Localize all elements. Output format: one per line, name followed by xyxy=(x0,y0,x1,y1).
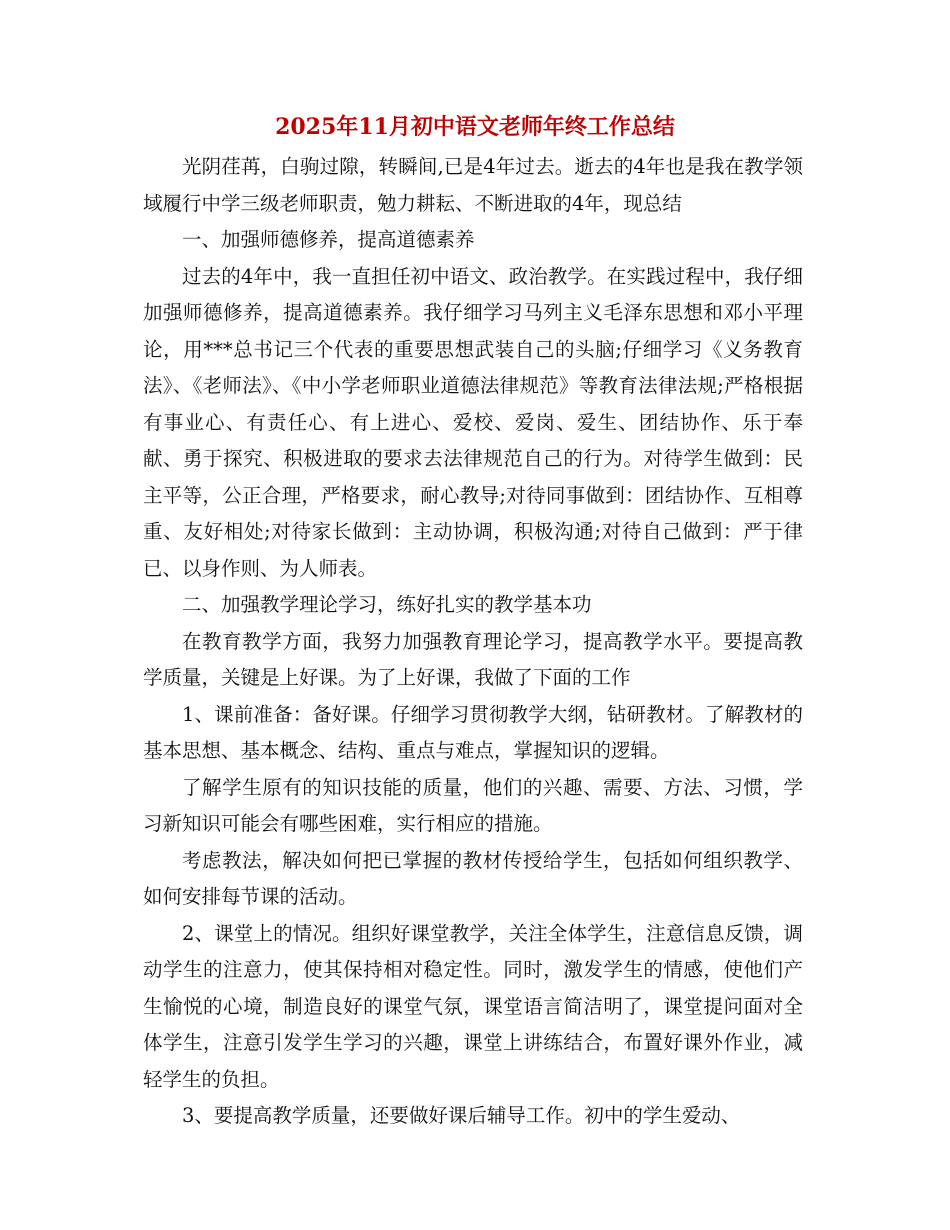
document-title: 2025年11月初中语文老师年终工作总结 xyxy=(275,114,675,140)
paragraph-tutoring: 3、要提高教学质量，还要做好课后辅导工作。初中的学生爱动、 xyxy=(182,1104,741,1127)
paragraph-methods: 考虑教法，解决如何把已掌握的教材传授给学生，包括如何组织教学、如何安排每节课的活动。 xyxy=(143,848,803,908)
paragraph-intro: 光阴荏苒，白驹过隙，转瞬间,已是4年过去。逝去的4年也是我在教学领域履行中学三级老师职责，勉力耕耘、不断进取的4年，现总结 xyxy=(143,155,803,215)
document-body xyxy=(143,149,803,1135)
paragraph-lesson-prep: 1、课前准备：备好课。仔细学习贯彻教学大纲，钻研教材。了解教材的基本思想、基本概念、结构、重点与难点，掌握知识的逻辑。 xyxy=(143,702,803,762)
paragraph-teaching: 在教育教学方面，我努力加强教育理论学习，提高教学水平。要提高教学质量，关键是上好课。为了上好课，我做了下面的工作 xyxy=(143,629,803,689)
paragraph-students: 了解学生原有的知识技能的质量，他们的兴趣、需要、方法、习惯，学习新知识可能会有哪些困难，实行相应的措施。 xyxy=(143,775,803,835)
section-heading-2: 二、加强教学理论学习，练好扎实的教学基本功 xyxy=(182,593,592,616)
paragraph-ethics: 过去的4年中，我一直担任初中语文、政治教学。在实践过程中，我仔细加强师德修养，提高道德素养。我仔细学习马列主义毛泽东思想和邓小平理论，用***总书记三个代表的重要思想武装自己的头脑;仔细学习《义务教育法》、《老师法》、《中小学老师职业道德法律规范》等教育法律法规;严格根据有事业心、有责任心、有上进心、爱校、爱岗、爱生、团结协作、乐于奉献、勇于探究、积极进取的要求去法律规范自己的行为。对待学生做到：民主平等，公正合理，严格要求，耐心教导;对待同事做到：团结协作、互相尊重、友好相处;对待家长做到：主动协调，积极沟通;对待自己做到：严于律已、以身作则、为人师表。 xyxy=(143,264,803,580)
section-heading-1: 一、加强师德修养，提高道德素养 xyxy=(182,228,475,251)
paragraph-classroom: 2、课堂上的情况。组织好课堂教学，关注全体学生，注意信息反馈，调动学生的注意力，使其保持相对稳定性。同时，激发学生的情感，使他们产生愉悦的心境，制造良好的课堂气氛，课堂语言简洁明了，课堂提问面对全体学生，注意引发学生学习的兴趣，课堂上讲练结合，布置好课外作业，减轻学生的负担。 xyxy=(143,921,803,1091)
